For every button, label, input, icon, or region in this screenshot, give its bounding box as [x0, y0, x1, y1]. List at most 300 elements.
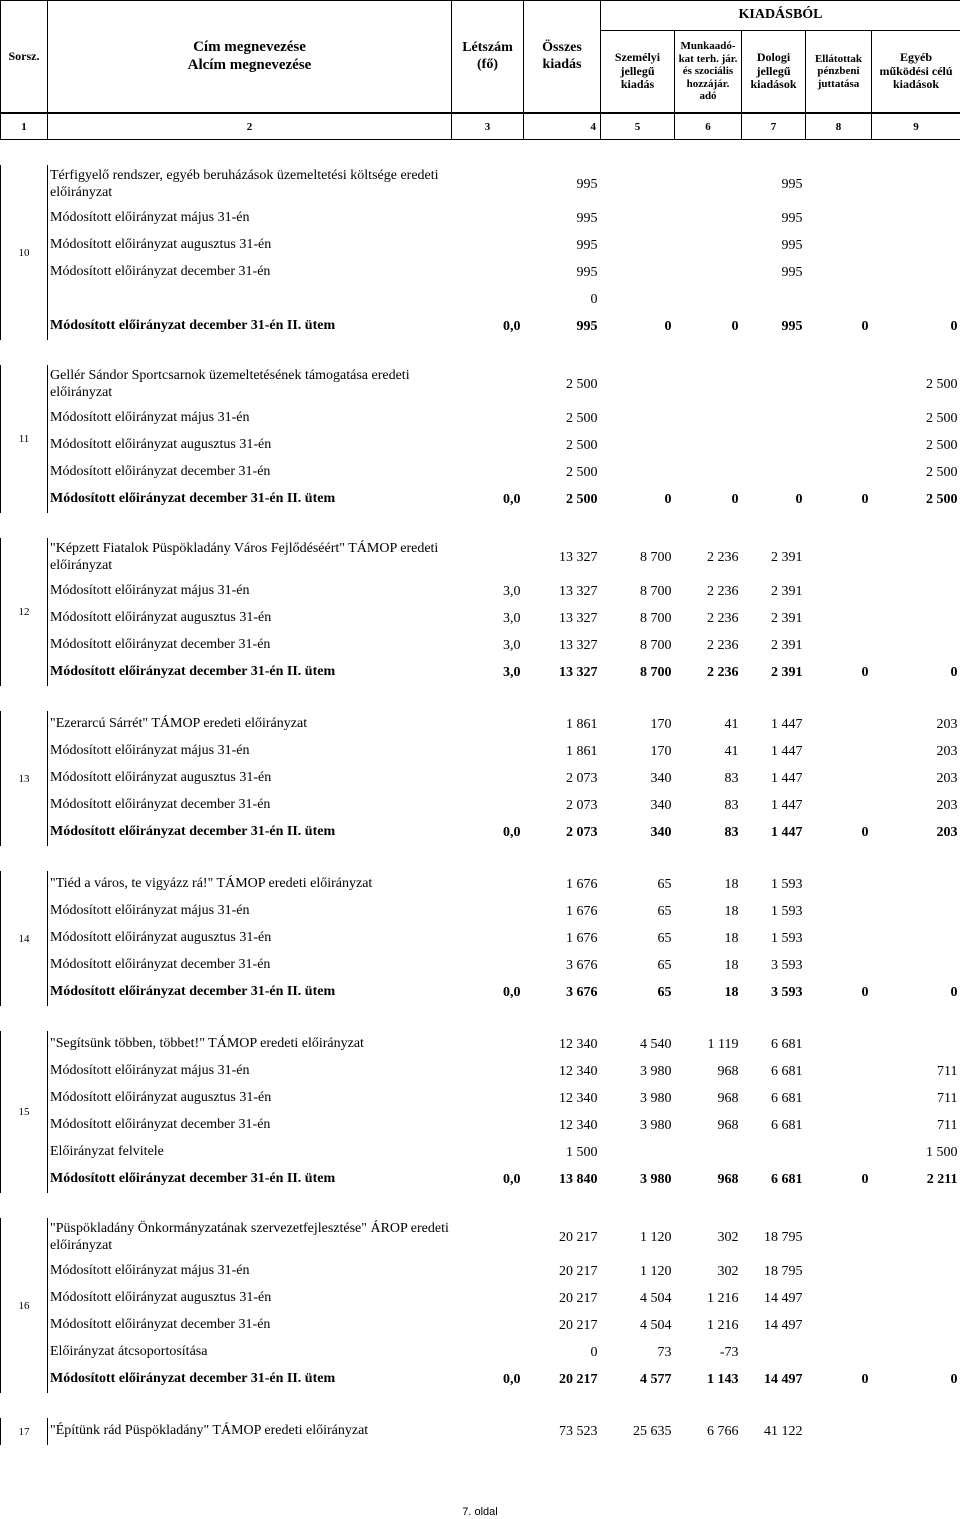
empty-cell — [872, 686, 960, 711]
empty-cell — [1, 1006, 48, 1031]
osszes-cell: 3 676 — [566, 984, 598, 1000]
dologi-cell — [742, 286, 806, 313]
munkaado-cell: 302 — [717, 1263, 739, 1279]
munkaado-cell: 1 143 — [707, 1371, 739, 1387]
row-number: 14 — [1, 871, 48, 1006]
szemelyi-cell: 0 — [664, 318, 672, 334]
ellatottak-cell — [806, 405, 872, 432]
szemelyi-cell — [601, 286, 675, 313]
table-row — [1, 259, 960, 286]
header-munkaado: Munkaadó-kat terh. jár. és szociális hozzájár. adó — [675, 31, 742, 113]
letszam-cell — [452, 405, 524, 432]
egyeb-cell — [872, 232, 960, 259]
dologi-cell: 1 593 — [771, 903, 803, 919]
egyeb-cell: 203 — [936, 716, 958, 732]
osszes-cell: 13 327 — [559, 637, 598, 653]
row-label: Módosított előirányzat augusztus 31-én — [50, 237, 272, 253]
munkaado-cell: 2 236 — [707, 637, 739, 653]
header-cim — [48, 1, 452, 113]
szemelyi-cell — [601, 405, 675, 432]
empty-cell — [48, 513, 452, 538]
empty-cell — [524, 340, 601, 365]
empty-cell — [452, 1193, 524, 1218]
table-row — [1, 538, 960, 578]
header-cim-label: Cím megnevezése — [193, 39, 306, 56]
row-label: Módosított előirányzat december 31-én — [50, 957, 271, 973]
szemelyi-cell: 65 — [657, 957, 672, 973]
letszam-cell — [452, 871, 524, 898]
ellatottak-cell — [806, 1339, 872, 1366]
empty-cell — [742, 686, 806, 711]
munkaado-cell — [675, 205, 742, 232]
egyeb-cell: 0 — [950, 984, 958, 1000]
munkaado-cell: -73 — [719, 1344, 739, 1360]
szemelyi-cell: 4 577 — [640, 1371, 672, 1387]
ellatottak-cell — [806, 925, 872, 952]
letszam-cell — [452, 1031, 524, 1058]
empty-cell — [452, 140, 524, 165]
szemelyi-cell: 8 700 — [640, 583, 672, 599]
column-number: 2 — [48, 114, 452, 140]
egyeb-cell: 711 — [937, 1063, 958, 1079]
egyeb-cell: 711 — [937, 1117, 958, 1133]
dologi-cell: 3 593 — [771, 957, 803, 973]
empty-cell — [1, 686, 48, 711]
empty-cell — [48, 1006, 452, 1031]
row-label: Módosított előirányzat május 31-én — [50, 410, 250, 426]
dologi-cell: 18 795 — [764, 1263, 803, 1279]
ellatottak-cell — [806, 1258, 872, 1285]
dologi-cell: 1 447 — [771, 770, 803, 786]
szemelyi-cell: 1 120 — [640, 1230, 672, 1245]
empty-cell — [1, 513, 48, 538]
table-row — [1, 898, 960, 925]
row-label: Gellér Sándor Sportcsarnok üzemeltetésének támogatása eredeti előirányzat — [50, 368, 410, 400]
table-row — [1, 632, 960, 659]
munkaado-cell: 41 — [724, 716, 739, 732]
ellatottak-cell: 0 — [861, 984, 869, 1000]
header-ellatottak: Ellátottak pénzbeni juttatása — [806, 31, 872, 113]
header-egyeb: Egyéb működési célú kiadások — [872, 31, 960, 113]
ellatottak-cell — [806, 1312, 872, 1339]
row-label: "Tiéd a város, te vigyázz rá!" TÁMOP eredeti előirányzat — [50, 876, 373, 892]
letszam-cell: 3,0 — [503, 583, 521, 599]
empty-cell — [872, 140, 960, 165]
empty-cell — [452, 340, 524, 365]
ellatottak-cell — [806, 711, 872, 738]
egyeb-cell: 203 — [936, 770, 958, 786]
dologi-cell — [742, 1339, 806, 1366]
munkaado-cell: 83 — [724, 824, 739, 840]
letszam-cell — [452, 286, 524, 313]
munkaado-cell: 1 119 — [707, 1036, 739, 1052]
empty-cell — [601, 1393, 675, 1418]
empty-cell — [872, 846, 960, 871]
row-label: Térfigyelő rendszer, egyéb beruházások üzemeltetési költsége eredeti előirányzat — [50, 168, 439, 200]
row-number: 17 — [1, 1418, 48, 1445]
egyeb-cell: 2 500 — [926, 410, 958, 426]
egyeb-cell — [872, 165, 960, 205]
ellatottak-cell — [806, 871, 872, 898]
munkaado-cell — [675, 232, 742, 259]
table-row — [1, 711, 960, 738]
ellatottak-cell — [806, 1031, 872, 1058]
row-label: Módosított előirányzat augusztus 31-én — [50, 1090, 272, 1106]
table-row-total — [1, 979, 960, 1006]
osszes-cell: 0 — [590, 1344, 598, 1360]
row-label: Módosított előirányzat december 31-én II. ütem — [50, 318, 336, 334]
ellatottak-cell: 0 — [861, 491, 869, 507]
szemelyi-cell: 4 504 — [640, 1290, 672, 1306]
letszam-cell — [452, 1112, 524, 1139]
row-label: Módosított előirányzat december 31-én — [50, 797, 271, 813]
column-numbers-row — [0, 113, 960, 140]
empty-cell — [524, 140, 601, 165]
osszes-cell: 1 861 — [566, 716, 598, 732]
table-row — [1, 1112, 960, 1139]
empty-cell — [601, 340, 675, 365]
osszes-cell: 20 217 — [559, 1290, 598, 1306]
szemelyi-cell: 65 — [657, 930, 672, 946]
empty-cell — [872, 340, 960, 365]
osszes-cell: 2 073 — [566, 797, 598, 813]
row-label: Módosított előirányzat május 31-én — [50, 1063, 250, 1079]
row-number: 10 — [1, 165, 48, 340]
egyeb-cell — [872, 205, 960, 232]
table-row — [1, 232, 960, 259]
dologi-cell — [742, 1139, 806, 1166]
osszes-cell: 73 523 — [559, 1423, 598, 1439]
ellatottak-cell — [806, 1218, 872, 1258]
empty-cell — [742, 140, 806, 165]
egyeb-cell: 2 500 — [926, 464, 958, 480]
letszam-cell — [452, 1285, 524, 1312]
osszes-cell: 0 — [590, 291, 598, 307]
munkaado-cell: 968 — [717, 1090, 739, 1106]
dologi-cell: 41 122 — [764, 1423, 803, 1439]
szemelyi-cell: 3 980 — [640, 1117, 672, 1133]
row-label: Módosított előirányzat augusztus 31-én — [50, 610, 272, 626]
ellatottak-cell: 0 — [861, 318, 869, 334]
munkaado-cell: 968 — [717, 1117, 739, 1133]
row-label: "Püspökladány Önkormányzatának szervezetfejlesztése" ÁROP eredeti előirányzat — [50, 1221, 449, 1253]
szemelyi-cell: 340 — [650, 770, 672, 786]
ellatottak-cell — [806, 1112, 872, 1139]
empty-cell — [48, 340, 452, 365]
letszam-cell — [452, 365, 524, 405]
column-number: 9 — [872, 114, 960, 140]
ellatottak-cell — [806, 1285, 872, 1312]
egyeb-cell — [872, 605, 960, 632]
egyeb-cell — [872, 1418, 960, 1445]
egyeb-cell — [872, 286, 960, 313]
empty-cell — [742, 1006, 806, 1031]
row-label: Módosított előirányzat május 31-én — [50, 210, 250, 226]
column-number: 3 — [452, 114, 524, 140]
egyeb-cell — [872, 538, 960, 578]
ellatottak-cell — [806, 459, 872, 486]
munkaado-cell: 41 — [724, 743, 739, 759]
ellatottak-cell — [806, 578, 872, 605]
szemelyi-cell: 340 — [650, 824, 672, 840]
ellatottak-cell: 0 — [861, 824, 869, 840]
ellatottak-cell — [806, 259, 872, 286]
empty-cell — [806, 513, 872, 538]
osszes-cell: 3 676 — [566, 957, 598, 973]
empty-cell — [675, 340, 742, 365]
table-row — [1, 1312, 960, 1339]
dologi-cell: 2 391 — [771, 583, 803, 599]
ellatottak-cell — [806, 286, 872, 313]
munkaado-cell — [675, 165, 742, 205]
egyeb-cell — [872, 632, 960, 659]
letszam-cell — [452, 1418, 524, 1445]
empty-cell — [524, 513, 601, 538]
ellatottak-cell — [806, 792, 872, 819]
row-label — [48, 286, 452, 313]
column-number: 5 — [601, 114, 675, 140]
munkaado-cell: 302 — [717, 1230, 739, 1245]
osszes-cell: 20 217 — [559, 1230, 598, 1245]
row-label: Módosított előirányzat május 31-én — [50, 743, 250, 759]
dologi-cell: 3 593 — [771, 984, 803, 1000]
egyeb-cell — [872, 1031, 960, 1058]
egyeb-cell — [872, 1218, 960, 1258]
osszes-cell: 12 340 — [559, 1117, 598, 1133]
spacer-row — [1, 340, 960, 365]
spacer-row — [1, 1006, 960, 1031]
ellatottak-cell — [806, 952, 872, 979]
empty-cell — [675, 140, 742, 165]
munkaado-cell: 18 — [724, 957, 739, 973]
dologi-cell: 995 — [781, 264, 803, 280]
header-kiadasbol: KIADÁSBÓL — [601, 1, 960, 31]
table-header — [0, 0, 960, 113]
empty-cell — [872, 1006, 960, 1031]
dologi-cell: 1 447 — [771, 824, 803, 840]
letszam-cell — [452, 765, 524, 792]
empty-cell — [452, 846, 524, 871]
letszam-cell — [452, 259, 524, 286]
dologi-cell: 2 391 — [771, 664, 803, 680]
empty-cell — [601, 513, 675, 538]
table-row — [1, 1258, 960, 1285]
egyeb-cell — [872, 1339, 960, 1366]
table-row — [1, 792, 960, 819]
row-label: Módosított előirányzat augusztus 31-én — [50, 930, 272, 946]
empty-cell — [675, 1006, 742, 1031]
table-row — [1, 1418, 960, 1445]
szemelyi-cell: 73 — [657, 1344, 672, 1360]
table-row — [1, 1285, 960, 1312]
munkaado-cell: 968 — [717, 1063, 739, 1079]
letszam-cell — [452, 165, 524, 205]
empty-cell — [48, 846, 452, 871]
row-label: Módosított előirányzat december 31-én II. ütem — [50, 1171, 336, 1187]
header-szemelyi: Személyi jellegű kiadás — [601, 31, 675, 113]
osszes-cell: 1 676 — [566, 876, 598, 892]
table-row — [1, 459, 960, 486]
osszes-cell: 12 340 — [559, 1036, 598, 1052]
szemelyi-cell: 65 — [657, 903, 672, 919]
empty-cell — [872, 1393, 960, 1418]
row-number: 11 — [1, 365, 48, 513]
row-label: "Segítsünk többen, többet!" TÁMOP eredeti előirányzat — [50, 1036, 364, 1052]
table-row — [1, 1085, 960, 1112]
dologi-cell: 2 391 — [771, 550, 803, 565]
ellatottak-cell — [806, 1139, 872, 1166]
osszes-cell: 13 327 — [559, 550, 598, 565]
szemelyi-cell: 25 635 — [633, 1423, 672, 1439]
letszam-cell — [452, 792, 524, 819]
egyeb-cell — [872, 898, 960, 925]
munkaado-cell: 83 — [724, 797, 739, 813]
munkaado-cell — [675, 405, 742, 432]
osszes-cell: 20 217 — [559, 1263, 598, 1279]
row-label: Módosított előirányzat május 31-én — [50, 903, 250, 919]
egyeb-cell: 203 — [936, 797, 958, 813]
osszes-cell: 20 217 — [559, 1371, 598, 1387]
letszam-cell: 3,0 — [503, 664, 521, 680]
szemelyi-cell: 65 — [657, 876, 672, 892]
letszam-cell — [452, 432, 524, 459]
empty-cell — [48, 1193, 452, 1218]
egyeb-cell — [872, 1312, 960, 1339]
egyeb-cell: 203 — [936, 743, 958, 759]
spacer-row — [1, 513, 960, 538]
table-row — [1, 365, 960, 405]
empty-cell — [806, 1393, 872, 1418]
egyeb-cell: 0 — [950, 318, 958, 334]
szemelyi-cell — [601, 432, 675, 459]
empty-cell — [524, 846, 601, 871]
letszam-cell — [452, 205, 524, 232]
empty-cell — [1, 340, 48, 365]
row-label: Módosított előirányzat december 31-én II. ütem — [50, 664, 336, 680]
dologi-cell: 6 681 — [771, 1036, 803, 1052]
ellatottak-cell — [806, 1058, 872, 1085]
row-label: Módosított előirányzat december 31-én — [50, 1117, 271, 1133]
column-number: 1 — [1, 114, 48, 140]
table-row — [1, 1339, 960, 1366]
table-row-total — [1, 486, 960, 513]
header-osszes: Összes kiadás — [524, 1, 601, 113]
munkaado-cell: 2 236 — [707, 550, 739, 565]
empty-cell — [48, 140, 452, 165]
osszes-cell: 2 500 — [566, 377, 598, 392]
egyeb-cell — [872, 925, 960, 952]
empty-cell — [452, 1393, 524, 1418]
table-row — [1, 605, 960, 632]
letszam-cell: 3,0 — [503, 610, 521, 626]
munkaado-cell: 0 — [731, 318, 739, 334]
egyeb-cell: 2 500 — [926, 437, 958, 453]
page-number: 7. oldal — [462, 1506, 498, 1518]
table-row — [1, 1058, 960, 1085]
empty-cell — [524, 1393, 601, 1418]
egyeb-cell — [872, 259, 960, 286]
row-label: Módosított előirányzat december 31-én II. ütem — [50, 491, 336, 507]
egyeb-cell: 2 500 — [926, 491, 958, 507]
table-row — [1, 1218, 960, 1258]
dologi-cell: 6 681 — [771, 1117, 803, 1133]
letszam-cell — [452, 925, 524, 952]
letszam-cell — [452, 898, 524, 925]
empty-cell — [675, 1193, 742, 1218]
row-label: Módosított előirányzat december 31-én II. ütem — [50, 824, 336, 840]
munkaado-cell — [675, 286, 742, 313]
szemelyi-cell — [601, 365, 675, 405]
table-row — [1, 405, 960, 432]
dologi-cell: 6 681 — [771, 1171, 803, 1187]
empty-cell — [806, 1006, 872, 1031]
dologi-cell: 14 497 — [764, 1317, 803, 1333]
dologi-cell: 995 — [781, 177, 803, 192]
row-label: Módosított előirányzat augusztus 31-én — [50, 770, 272, 786]
egyeb-cell — [872, 1258, 960, 1285]
egyeb-cell: 0 — [950, 1371, 958, 1387]
egyeb-cell — [872, 871, 960, 898]
budget-table — [0, 140, 960, 1445]
table-row-total — [1, 1166, 960, 1193]
szemelyi-cell: 3 980 — [640, 1063, 672, 1079]
empty-cell — [742, 340, 806, 365]
ellatottak-cell — [806, 632, 872, 659]
table-row — [1, 765, 960, 792]
munkaado-cell: 6 766 — [707, 1423, 739, 1439]
empty-cell — [1, 846, 48, 871]
osszes-cell: 1 676 — [566, 903, 598, 919]
empty-cell — [601, 1193, 675, 1218]
dologi-cell: 14 497 — [764, 1290, 803, 1306]
row-label: Előirányzat átcsoportosítása — [50, 1344, 208, 1360]
ellatottak-cell: 0 — [861, 1171, 869, 1187]
szemelyi-cell: 8 700 — [640, 637, 672, 653]
row-label: Módosított előirányzat december 31-én — [50, 264, 271, 280]
table-row-total — [1, 313, 960, 340]
szemelyi-cell: 0 — [664, 491, 672, 507]
munkaado-cell: 18 — [724, 984, 739, 1000]
letszam-cell: 0,0 — [503, 984, 521, 1000]
empty-cell — [601, 1006, 675, 1031]
empty-cell — [872, 513, 960, 538]
row-label: Módosított előirányzat május 31-én — [50, 583, 250, 599]
munkaado-cell: 1 216 — [707, 1290, 739, 1306]
table-row-total — [1, 1366, 960, 1393]
osszes-cell: 2 500 — [566, 464, 598, 480]
szemelyi-cell — [601, 232, 675, 259]
row-label: Módosított előirányzat augusztus 31-én — [50, 1290, 272, 1306]
empty-cell — [742, 1193, 806, 1218]
dologi-cell — [742, 405, 806, 432]
osszes-cell: 2 500 — [566, 437, 598, 453]
dologi-cell: 995 — [781, 210, 803, 226]
ellatottak-cell — [806, 232, 872, 259]
munkaado-cell: 2 236 — [707, 664, 739, 680]
empty-cell — [601, 140, 675, 165]
empty-cell — [48, 1393, 452, 1418]
empty-cell — [601, 846, 675, 871]
dologi-cell: 2 391 — [771, 610, 803, 626]
szemelyi-cell: 340 — [650, 797, 672, 813]
osszes-cell: 12 340 — [559, 1090, 598, 1106]
table-row — [1, 1139, 960, 1166]
row-label: Előirányzat felvitele — [50, 1144, 164, 1160]
table-row — [1, 578, 960, 605]
dologi-cell: 1 593 — [771, 876, 803, 892]
empty-cell — [524, 1193, 601, 1218]
szemelyi-cell: 4 540 — [640, 1036, 672, 1052]
